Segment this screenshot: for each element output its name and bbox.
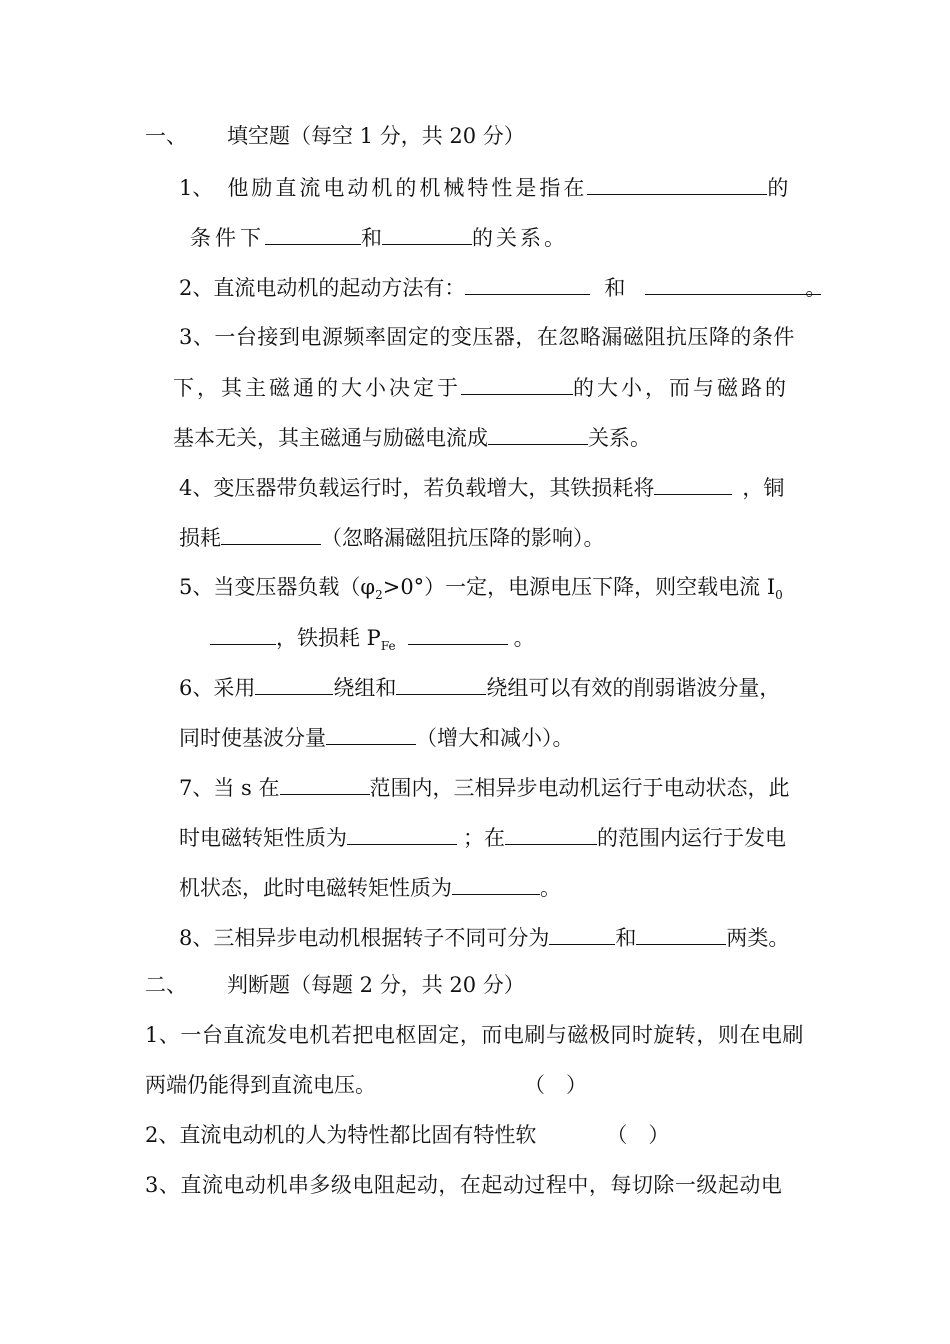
q5-blank-1[interactable] (210, 622, 276, 645)
s2-q3-line1 (145, 1170, 782, 1200)
q5-subscript-fe: Fe (380, 639, 396, 653)
q5-line1 (179, 572, 783, 602)
s2-q2-text: 2、直流电动机的人为特性都比固有特性软 (145, 1123, 537, 1147)
q7-line2 (179, 822, 786, 853)
q6-text-3: 绕组可以有效的削弱谐波分量， (486, 676, 781, 700)
q4-line2 (179, 522, 605, 553)
q8-line (179, 922, 789, 953)
q4-line1 (179, 472, 784, 503)
q1-blank-3[interactable] (382, 222, 472, 245)
q1-blank-1[interactable] (587, 172, 767, 195)
q3-blank-2[interactable] (488, 422, 588, 445)
q6-line1 (179, 672, 780, 703)
q6-text-5: （增大和减小）。 (416, 726, 574, 750)
section2-heading (145, 970, 525, 1000)
q2-text-end: 。 (805, 276, 827, 300)
q1-line1 (179, 172, 788, 203)
q7-text-1: 7、当 s 在 (179, 776, 280, 800)
q2-blank-2[interactable] (645, 272, 821, 295)
q2-line (179, 272, 826, 303)
q3-blank-1[interactable] (461, 372, 573, 395)
q4-text-3: 损耗 (179, 526, 221, 550)
q6-line2 (179, 722, 574, 753)
q1-number: 1、 (179, 176, 214, 200)
q6-blank-3[interactable] (326, 722, 416, 745)
q7-text-4: ；在 (463, 826, 505, 850)
s2-q1-answer-paren[interactable]: （ ） (524, 1073, 587, 1097)
q7-text-6: 机状态，此时电磁转矩性质为 (179, 876, 452, 900)
q1-text: 他励直流电动机的机械特性是指在 (227, 176, 588, 200)
q3-line1 (179, 322, 795, 352)
q5-subscript-i0: 0 (775, 588, 783, 602)
q7-blank-3[interactable] (505, 822, 597, 845)
q5-text-3: ，铁损耗 P (276, 626, 381, 650)
q1-blank-2[interactable] (265, 222, 361, 245)
q6-blank-1[interactable] (255, 672, 333, 695)
q5-blank-2[interactable] (408, 622, 508, 645)
q5-text-4: 。 (513, 626, 535, 650)
s2-q1-text-2: 两端仍能得到直流电压。 (145, 1073, 376, 1097)
section2-title: 判断题（每题 2 分，共 20 分） (227, 973, 525, 997)
q2-text-2: 和 (604, 276, 626, 300)
s2-q1-text-1: 1、一台直流发电机若把电枢固定，而电刷与磁极同时旋转，则在电刷 (145, 1023, 804, 1047)
section1-title: 填空题（每空 1 分，共 20 分） (227, 124, 525, 148)
s2-q1-line2 (145, 1070, 587, 1100)
q6-text-1: 6、采用 (179, 676, 256, 700)
q7-blank-2[interactable] (347, 822, 457, 845)
q3-text-3: 的大小，而与磁路的 (573, 376, 789, 400)
section2-number: 二、 (145, 973, 187, 997)
s2-q2-answer-paren[interactable]: （ ） (606, 1123, 670, 1147)
section1-number: 一、 (145, 124, 187, 148)
q1-text-end: 的 (767, 176, 789, 200)
q5-text-1: 5、当变压器负载（φ (179, 575, 376, 599)
q7-text-7: 。 (540, 876, 561, 900)
s2-q3-text-1: 3、直流电动机串多级电阻起动，在起动过程中，每切除一级起动电 (145, 1173, 783, 1197)
s2-q2-line (145, 1120, 669, 1150)
q3-text-4: 基本无关，其主磁通与励磁电流成 (173, 426, 488, 450)
q5-text-2: >0°）一定，电源电压下降，则空载电流 I (382, 575, 776, 599)
q3-line3 (173, 422, 651, 453)
q6-text-2: 绕组和 (333, 676, 397, 700)
q1-text-2: 条件下 (190, 226, 265, 250)
s2-q1-line1 (145, 1020, 804, 1050)
q4-text-4: （忽略漏磁阻抗压降的影响）。 (321, 526, 605, 550)
q7-text-2: 范围内，三相异步电动机运行于电动状态，此 (369, 776, 790, 800)
q2-blank-1[interactable] (465, 272, 590, 295)
q8-text-1: 8、三相异步电动机根据转子不同可分为 (179, 926, 550, 950)
q6-text-4: 同时使基波分量 (179, 726, 326, 750)
q7-blank-1[interactable] (280, 772, 370, 795)
q5-subscript-phi: 2 (375, 588, 383, 602)
q3-text-5: 关系。 (588, 426, 651, 450)
q2-text: 2、直流电动机的起动方法有： (179, 276, 466, 300)
q1-text-4: 的关系。 (472, 226, 568, 250)
q8-text-3: 两类。 (726, 926, 790, 950)
q8-blank-1[interactable] (549, 922, 615, 945)
section1-heading (145, 121, 525, 151)
q3-text-1: 3、一台接到电源频率固定的变压器，在忽略漏磁阻抗压降的条件 (179, 325, 795, 349)
q4-blank-2[interactable] (221, 522, 321, 545)
q4-blank-1[interactable] (654, 472, 732, 495)
q4-text-2: ，铜 (742, 476, 785, 500)
q7-blank-4[interactable] (452, 872, 540, 895)
q7-line3 (179, 872, 561, 903)
q8-text-2: 和 (615, 926, 637, 950)
q7-line1 (179, 772, 790, 803)
q7-text-5: 的范围内运行于发电 (597, 826, 786, 850)
q1-text-3: 和 (361, 226, 382, 250)
q3-text-2: 下，其主磁通的大小决定于 (173, 376, 461, 400)
q8-blank-2[interactable] (636, 922, 726, 945)
q1-line2 (190, 222, 568, 253)
q6-blank-2[interactable] (396, 672, 486, 695)
q4-text-1: 4、变压器带负载运行时，若负载增大，其铁损耗将 (179, 476, 655, 500)
q7-text-3: 时电磁转矩性质为 (179, 826, 347, 850)
q5-line2 (210, 622, 535, 653)
q3-line2 (173, 372, 789, 403)
